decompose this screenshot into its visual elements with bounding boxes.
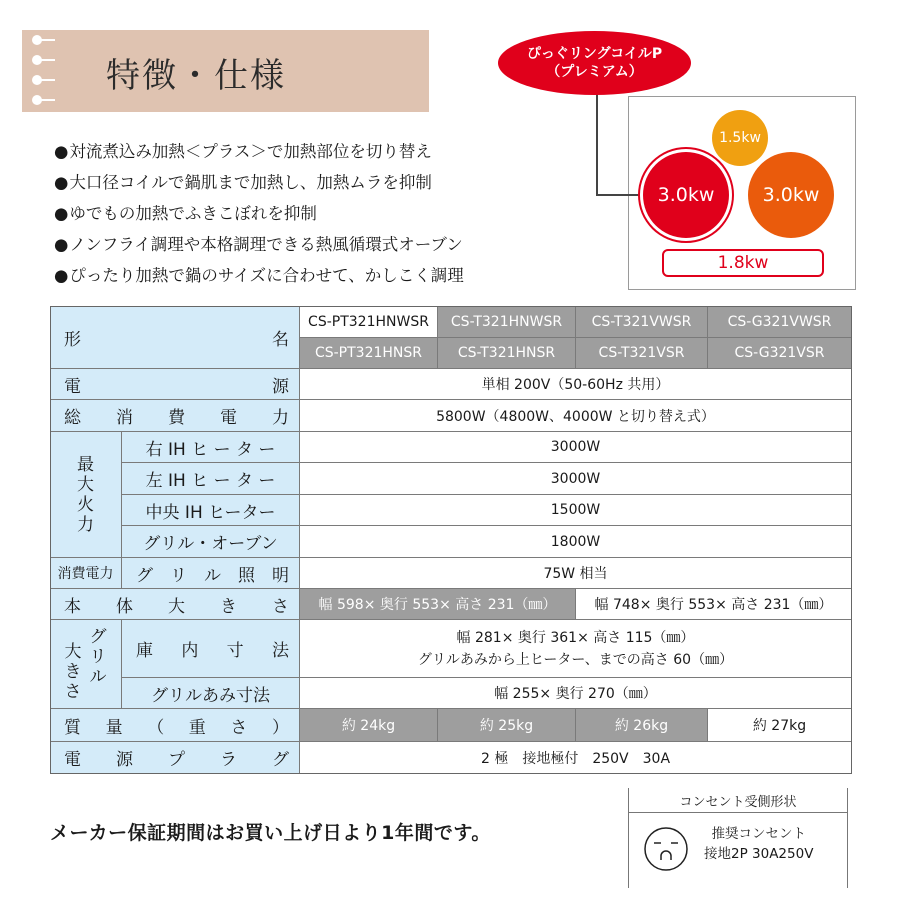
plug-value: 2 極 接地極付 250V 30A [300, 742, 852, 774]
model-cell: CS-G321VWSR [708, 306, 852, 338]
callout-line1: ぴっぐリングコイルP [526, 46, 663, 62]
label-model: 形 名 [50, 306, 300, 369]
power-source-value: 単相 200V（50-60Hz 共用） [300, 369, 852, 400]
model-cell: CS-T321VSR [576, 338, 708, 369]
binder-holes-decoration [32, 35, 52, 107]
title-banner [22, 30, 429, 112]
center-burner: 1.5kw [712, 110, 768, 166]
coil-callout [498, 31, 691, 95]
label-consumption: 消費電力 [50, 558, 122, 589]
mass-value: 約 24kg [300, 709, 438, 742]
right-burner: 3.0kw [748, 152, 834, 238]
left-ih-value: 3000W [300, 463, 852, 495]
body-size-value-a: 幅 598× 奥行 553× 高さ 231（㎜） [300, 589, 576, 620]
label-power-source: 電 源 [50, 369, 300, 400]
feature-item: ● 対流煮込み加熱＜プラス＞で加熱部位を切り替え [54, 136, 464, 167]
label-plug: 電 源 プ ラ グ [50, 742, 300, 774]
outlet-symbol-icon [643, 826, 689, 872]
label-right-ih: 右 IH ヒ ー タ ー [122, 432, 300, 463]
mass-value: 約 27kg [708, 709, 852, 742]
callout-leader-line [596, 194, 648, 196]
model-cell: CS-PT321HNWSR [300, 306, 438, 338]
label-grill-oven: グリル・オーブン [122, 526, 300, 558]
spec-table [50, 306, 852, 774]
right-ih-value: 3000W [300, 432, 852, 463]
model-cell: CS-G321VSR [708, 338, 852, 369]
label-grill-net: グリルあみ寸法 [122, 678, 300, 709]
feature-item: ● ノンフライ調理や本格調理できる熱風循環式オーブン [54, 229, 464, 260]
label-left-ih: 左 IH ヒ ー タ ー [122, 463, 300, 495]
feature-item: ● ぴったり加熱で鍋のサイズに合わせて、かしこく調理 [54, 260, 464, 291]
model-cell: CS-PT321HNSR [300, 338, 438, 369]
page-title: 特徴・仕様 [106, 56, 286, 96]
callout-leader-line [596, 92, 598, 196]
label-total-power: 総 消 費 電 力 [50, 400, 300, 432]
outlet-info-box [628, 788, 848, 888]
grill-light-value: 75W 相当 [300, 558, 852, 589]
outlet-text: 推奨コンセント 接地2P 30A250V [704, 826, 814, 862]
body-size-value-b: 幅 748× 奥行 553× 高さ 231（㎜） [576, 589, 852, 620]
mass-value: 約 25kg [438, 709, 576, 742]
label-mass: 質 量 （ 重 さ ） [50, 709, 300, 742]
feature-item: ● ゆでもの加熱でふきこぼれを抑制 [54, 198, 464, 229]
left-burner: 3.0kw [643, 152, 729, 238]
grill-indicator: 1.8kw [662, 249, 824, 277]
callout-line2: （プレミアム） [546, 64, 643, 80]
interior-size-value: 幅 281× 奥行 361× 高さ 115（㎜） グリルあみから上ヒーター、までの高さ 60（㎜） [300, 620, 852, 678]
total-power-value: 5800W（4800W、4000W と切り替え式） [300, 400, 852, 432]
warranty-text: メーカー保証期間はお買い上げ日より1年間です。 [50, 822, 491, 844]
feature-list [54, 136, 464, 291]
feature-item: ● 大口径コイルで鍋肌まで加熱し、加熱ムラを抑制 [54, 167, 464, 198]
model-cell: CS-T321HNWSR [438, 306, 576, 338]
label-grill-light: グ リ ル 照 明 [122, 558, 300, 589]
label-max-heat: 最 大 火 力 [50, 432, 122, 558]
center-ih-value: 1500W [300, 495, 852, 526]
label-body-size: 本 体 大 き さ [50, 589, 300, 620]
label-center-ih: 中央 IH ヒーター [122, 495, 300, 526]
outlet-title: コンセント受側形状 [679, 795, 797, 810]
grill-oven-value: 1800W [300, 526, 852, 558]
model-cell: CS-T321VWSR [576, 306, 708, 338]
label-grill-size: 大 き さ グ リ ル [50, 620, 122, 709]
label-interior-size: 庫 内 寸 法 [122, 620, 300, 678]
mass-value: 約 26kg [576, 709, 708, 742]
model-cell: CS-T321HNSR [438, 338, 576, 369]
grill-net-value: 幅 255× 奥行 270（㎜） [300, 678, 852, 709]
